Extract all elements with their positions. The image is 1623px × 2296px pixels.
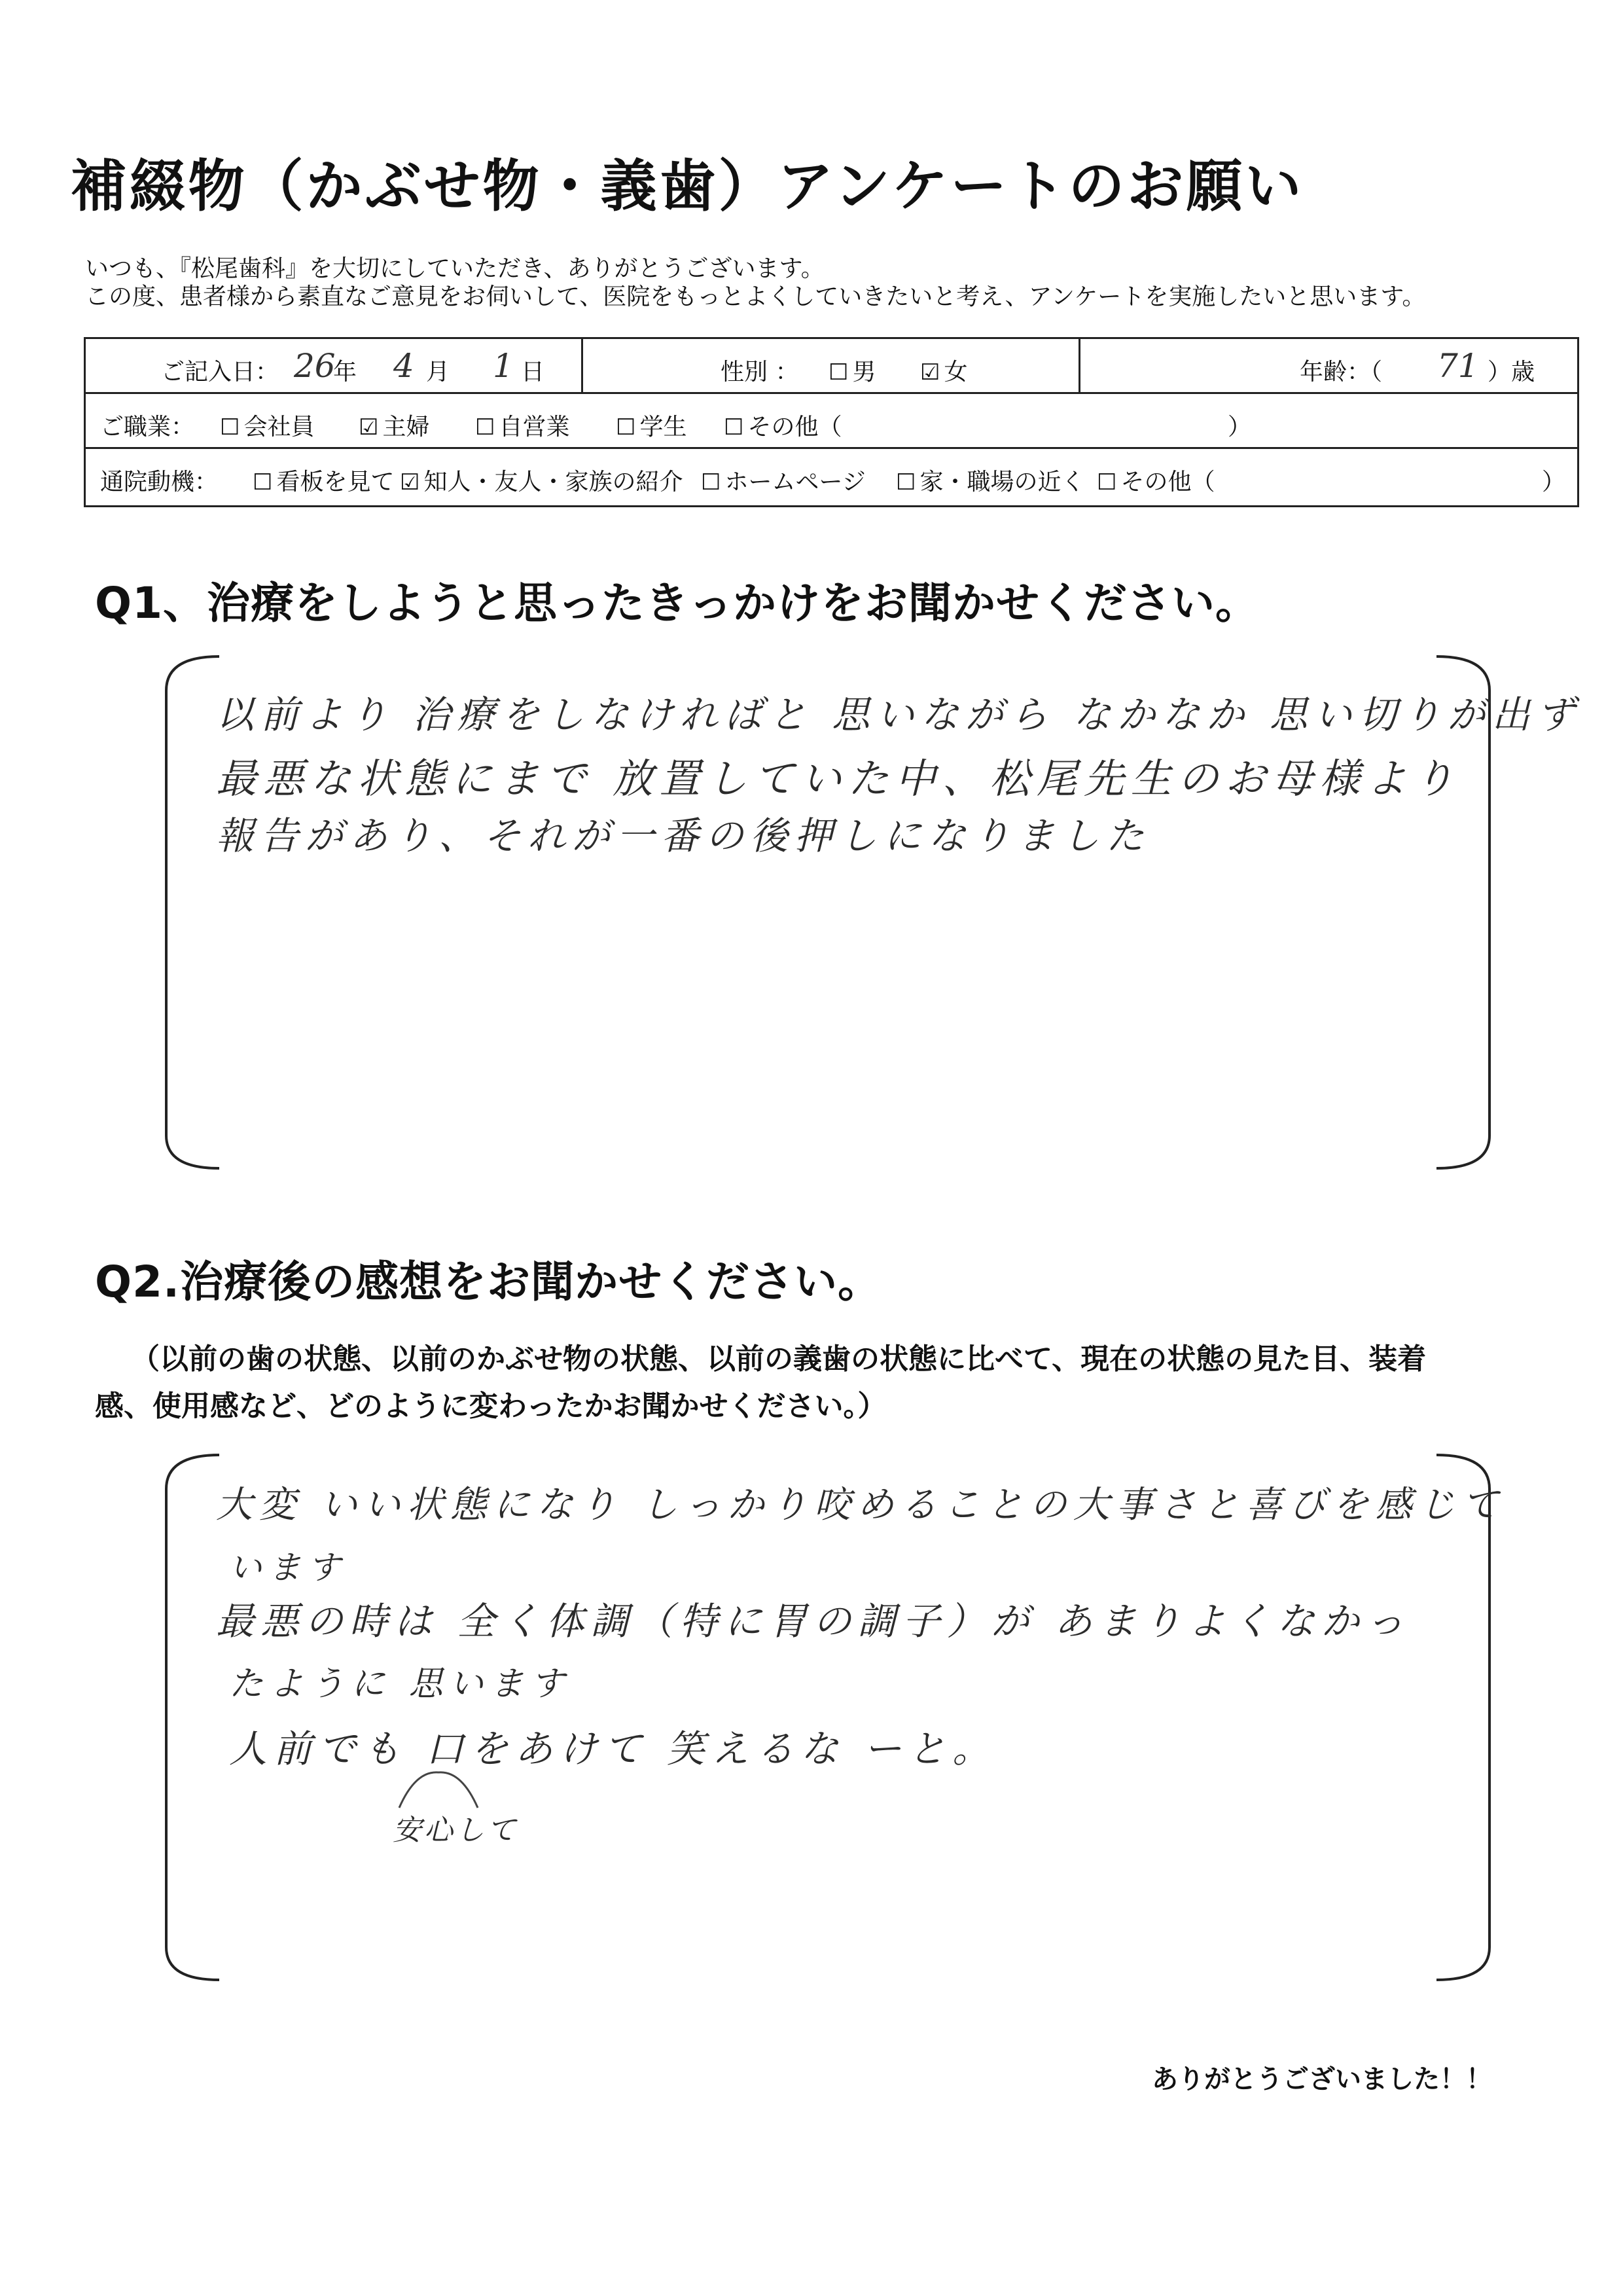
info-row-basic xyxy=(86,339,1577,394)
occupation-option-label: その他（ xyxy=(747,414,842,440)
q1-answer-line-2[interactable]: 最悪な状態にまで 放置していた中、松尾先生のお母様より xyxy=(216,755,1461,802)
age-cell xyxy=(1080,339,1577,392)
checkbox-checked-icon[interactable]: ☑ xyxy=(920,359,940,386)
occupation-option-label: 自営業 xyxy=(499,414,570,440)
checkbox-icon[interactable]: ☐ xyxy=(896,469,916,495)
q2-note-line-2: 感、使用感など、どのように変わったかお聞かせください。） xyxy=(95,1390,887,1423)
motive-option-referral[interactable] xyxy=(400,463,683,497)
sex-option-female[interactable] xyxy=(920,353,968,387)
age-value[interactable]: 71 xyxy=(1437,347,1479,385)
occupation-option-label: 会社員 xyxy=(243,414,315,440)
checkbox-icon[interactable]: ☐ xyxy=(616,414,636,440)
year-unit: 年 xyxy=(333,359,357,386)
motive-option-label: 家・職場の近く xyxy=(919,469,1085,495)
occupation-option-label: 学生 xyxy=(639,414,687,440)
age-label: 年齢：（ xyxy=(1300,359,1383,386)
q2-answer-line-5[interactable]: 人前でも 口をあけて 笑えるな ーと。 xyxy=(229,1727,997,1771)
age-suffix: ）歳 xyxy=(1488,359,1535,386)
motive-other-close: ） xyxy=(1542,469,1566,495)
q2-answer-line-2[interactable]: います xyxy=(229,1549,347,1587)
info-row-occupation xyxy=(86,394,1577,449)
thanks-message: ありがとうございました！！ xyxy=(1152,2064,1492,2094)
sex-option-male[interactable] xyxy=(829,353,876,387)
checkbox-checked-icon[interactable]: ☑ xyxy=(359,414,379,440)
date-month-value[interactable]: 4 xyxy=(393,347,414,385)
q2-answer-left-bracket xyxy=(157,1450,229,1986)
occupation-option-label: 主婦 xyxy=(382,414,430,440)
occupation-option-other[interactable] xyxy=(724,408,842,442)
sex-option-male-label: 男 xyxy=(852,359,876,386)
checkbox-icon[interactable]: ☐ xyxy=(253,469,273,495)
sex-cell xyxy=(583,339,1080,392)
checkbox-icon[interactable]: ☐ xyxy=(724,414,744,440)
date-cell xyxy=(86,339,583,392)
checkbox-icon[interactable]: ☐ xyxy=(1097,469,1117,495)
motive-option-label: 知人・友人・家族の紹介 xyxy=(423,469,683,495)
q2-answer-line-3[interactable]: 最悪の時は 全く体調（特に胃の調子）が あまりよくなかっ xyxy=(216,1599,1410,1643)
day-unit: 日 xyxy=(521,359,545,386)
date-label: ご記入日： xyxy=(161,359,279,386)
checkbox-icon[interactable]: ☐ xyxy=(220,414,240,440)
occupation-other-close: ） xyxy=(1228,414,1252,440)
occupation-option-self-employed[interactable] xyxy=(475,408,570,442)
patient-info-table xyxy=(84,337,1579,507)
page-title: 補綴物（かぶせ物・義歯）アンケートのお願い xyxy=(70,154,1304,219)
date-year-value[interactable]: 26 xyxy=(294,347,336,385)
motive-option-signboard[interactable] xyxy=(253,463,395,497)
info-row-motive xyxy=(86,449,1577,505)
occupation-label: ご職業： xyxy=(100,414,195,440)
q2-answer-insert[interactable]: 安心して xyxy=(393,1814,518,1847)
checkbox-icon[interactable]: ☐ xyxy=(701,469,721,495)
occupation-option-employee[interactable] xyxy=(220,408,315,442)
intro-line-1: いつも、『松尾歯科』を大切にしていただき、ありがとうございます。 xyxy=(85,255,825,282)
sex-label: 性別 ： xyxy=(721,359,799,386)
motive-label: 通院動機： xyxy=(100,469,219,495)
motive-option-other[interactable] xyxy=(1097,463,1215,497)
motive-option-homepage[interactable] xyxy=(701,463,866,497)
q2-answer-line-4[interactable]: たように 思います xyxy=(229,1664,571,1704)
intro-line-2: この度、患者様から素直なご意見をお伺いして、医院をもっとよくしていきたいと考え、アンケートを実施したいと思います。 xyxy=(85,283,1426,310)
sex-option-female-label: 女 xyxy=(944,359,968,386)
q2-question: Q2.治療後の感想をお聞かせください。 xyxy=(95,1257,882,1307)
q1-answer-line-3[interactable]: 報告があり、それが一番の後押しになりました xyxy=(216,814,1151,858)
checkbox-checked-icon[interactable]: ☑ xyxy=(400,469,420,495)
occupation-option-student[interactable] xyxy=(616,408,687,442)
q2-answer-right-bracket xyxy=(1427,1450,1499,1986)
q2-answer-line-1[interactable]: 大変 いい状態になり しっかり咬めることの大事さと喜びを感じて xyxy=(216,1484,1505,1526)
motive-option-label: 看板を見て xyxy=(276,469,395,495)
motive-option-label: ホームページ xyxy=(724,469,866,495)
date-day-value[interactable]: 1 xyxy=(493,347,514,385)
occupation-option-housewife[interactable] xyxy=(359,408,430,442)
motive-option-nearby[interactable] xyxy=(896,463,1085,497)
motive-option-label: その他（ xyxy=(1120,469,1215,495)
checkbox-icon[interactable]: ☐ xyxy=(829,359,849,386)
month-unit: 月 xyxy=(426,359,450,386)
q1-answer-line-1[interactable]: 以前より 治療をしなければと 思いながら なかなか 思い切りが出ず xyxy=(216,692,1581,737)
q1-question: Q1、治療をしようと思ったきっかけをお聞かせください。 xyxy=(95,578,1260,628)
q2-note-line-1: （以前の歯の状態、以前のかぶせ物の状態、以前の義歯の状態に比べて、現在の状態の見た目、装着 xyxy=(131,1342,1427,1376)
checkbox-icon[interactable]: ☐ xyxy=(475,414,495,440)
